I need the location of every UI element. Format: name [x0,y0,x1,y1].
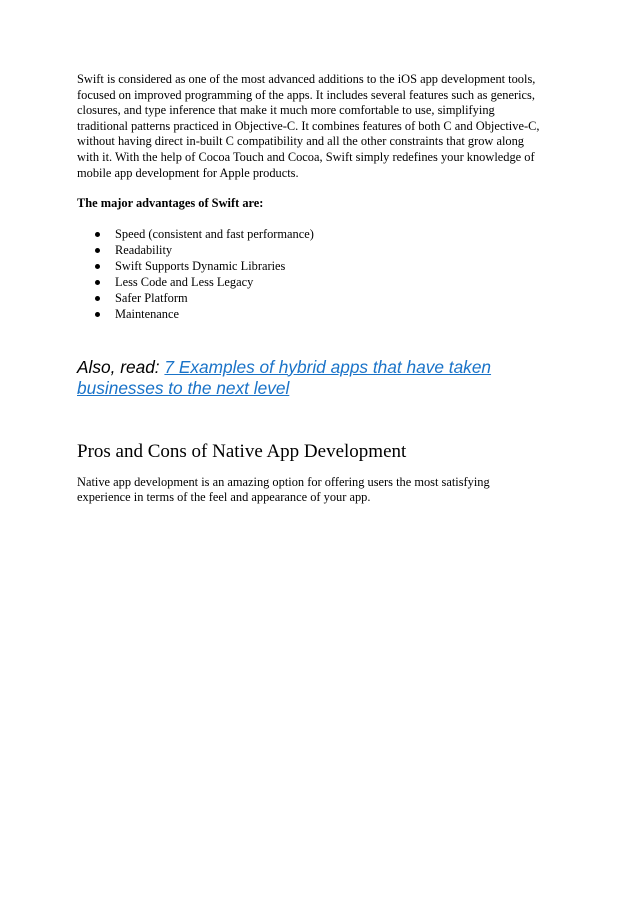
section-title: Pros and Cons of Native App Development [77,440,407,462]
bullet-icon [95,232,100,237]
list-item-label: Maintenance [115,306,179,321]
list-item-label: Swift Supports Dynamic Libraries [115,258,286,273]
also-read-link[interactable]: 7 Examples of hybrid apps that have taken [164,356,492,377]
intro-line: mobile app development for Apple products. [77,165,299,180]
also-read-line-1 [77,357,562,378]
list-item [77,226,562,242]
native-line: experience in terms of the feel and appearance of your app. [77,490,371,505]
list-item [77,274,562,290]
page-content [77,72,562,506]
intro-line: without having direct in-built C compatibility and all the other constraints that grow along [77,134,525,149]
list-item [77,258,562,274]
list-item-label: Speed (consistent and fast performance) [115,226,314,241]
list-item [77,242,562,258]
advantages-list [77,226,562,322]
intro-line: traditional patterns practiced in Objective-C. It combines features of both C and Objective-C, [77,118,540,133]
native-line: Native app development is an amazing option for offering users the most satisfying [77,474,490,489]
also-read-prefix: Also, read: [77,356,165,377]
bullet-icon [95,248,100,253]
list-item-label: Less Code and Less Legacy [115,274,254,289]
intro-line: focused on improved programming of the apps. It includes several features such as generics, [77,87,535,102]
bullet-icon [95,312,100,317]
list-item [77,290,562,306]
also-read-callout [77,357,562,399]
advantages-heading: The major advantages of Swift are: [77,196,264,211]
native-paragraph [77,475,562,506]
bullet-icon [95,280,100,285]
bullet-icon [95,264,100,269]
list-item-label: Readability [115,242,173,257]
intro-line: closures, and type inference that make it much more comfortable to use, simplifying [77,103,495,118]
list-item-label: Safer Platform [115,290,188,305]
bullet-icon [95,296,100,301]
intro-line: Swift is considered as one of the most advanced additions to the iOS app development tools, [77,72,536,86]
also-read-line-2 [77,378,562,399]
also-read-link-continued[interactable]: businesses to the next level [77,377,290,398]
list-item [77,306,562,322]
intro-paragraph [77,72,562,181]
intro-line: with it. With the help of Cocoa Touch and Cocoa, Swift simply redefines your knowledge of [77,149,535,164]
